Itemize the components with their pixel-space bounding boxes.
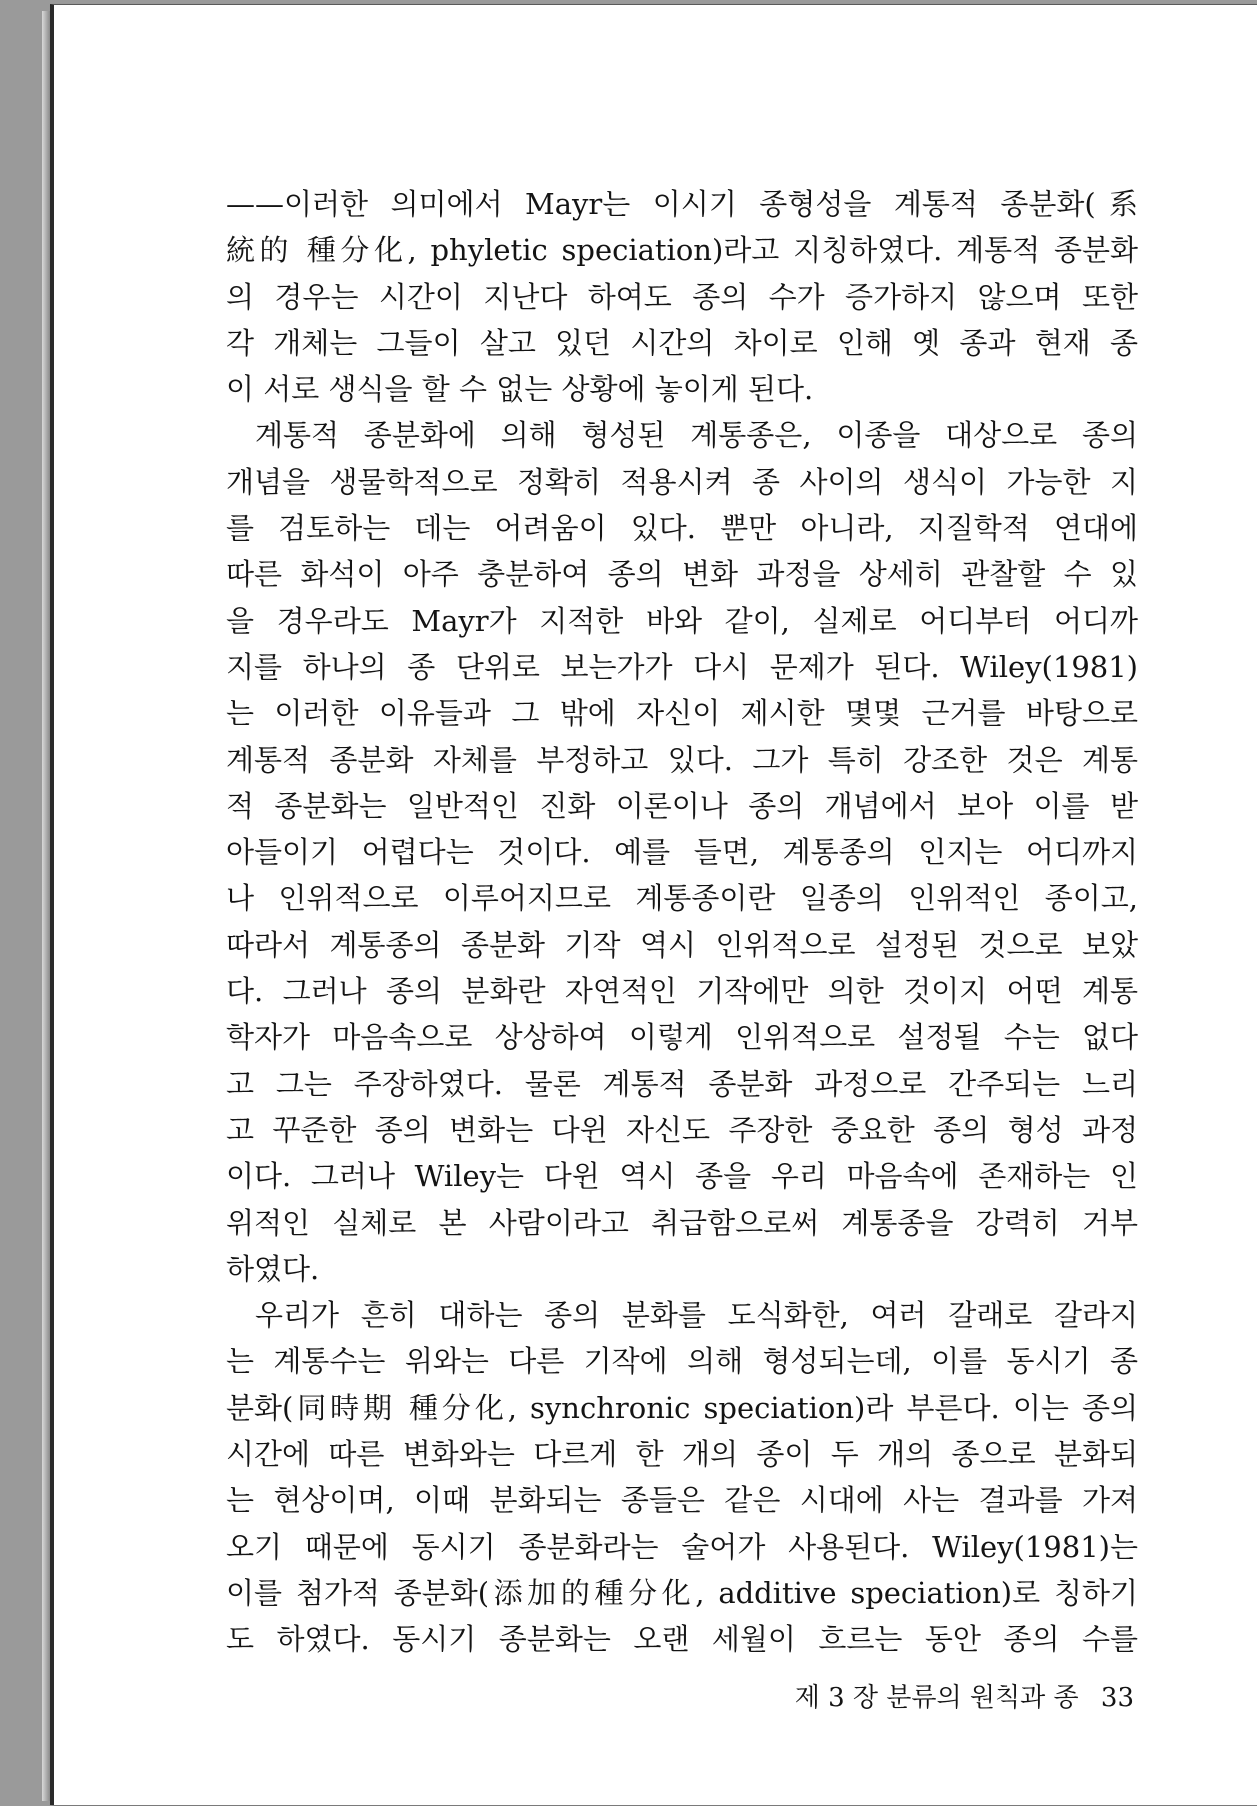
- text-line: 계통적 종분화 자체를 부정하고 있다. 그가 특히 강조한 것은 계통: [226, 742, 1138, 777]
- body-text: [226, 181, 1138, 1663]
- text-line: 나 인위적으로 이루어지므로 계통종이란 일종의 인위적인 종이고,: [226, 881, 1138, 916]
- text-line: 따른 화석이 아주 충분하여 종의 변화 과정을 상세히 관찰할 수 있: [226, 557, 1138, 592]
- page-number: 33: [1100, 1683, 1134, 1713]
- text-line: ——이러한 의미에서 Mayr는 이시기 종형성을 계통적 종분화(系: [226, 187, 1138, 221]
- text-line: 시간에 따른 변화와는 다르게 한 개의 종이 두 개의 종으로 분화되: [226, 1437, 1138, 1472]
- running-footer-chapter: 제 3 장 분류의 원칙과 종: [794, 1683, 1079, 1713]
- text-line: 을 경우라도 Mayr가 지적한 바와 같이, 실제로 어디부터 어디까: [226, 603, 1138, 638]
- text-line: 다. 그러나 종의 분화란 자연적인 기작에만 의한 것이지 어떤 계통: [226, 974, 1138, 1009]
- text-line: 학자가 마음속으로 상상하여 이렇게 인위적으로 설정될 수는 없다: [226, 1020, 1138, 1055]
- text-line: 지를 하나의 종 단위로 보는가가 다시 문제가 된다. Wiley(1981): [226, 649, 1138, 684]
- text-line: 를 검토하는 데는 어려움이 있다. 뿐만 아니라, 지질학적 연대에: [226, 511, 1138, 546]
- text-line: 적 종분화는 일반적인 진화 이론이나 종의 개념에서 보아 이를 받: [226, 788, 1138, 823]
- text-line: 따라서 계통종의 종분화 기작 역시 인위적으로 설정된 것으로 보았: [226, 927, 1138, 962]
- text-line: 이 서로 생식을 할 수 없는 상황에 놓이게 된다.: [226, 372, 814, 407]
- text-line: 위적인 실체로 본 사람이라고 취급함으로써 계통종을 강력히 거부: [226, 1205, 1138, 1240]
- text-line: 분화(同時期 種分化, synchronic speciation)라 부른다. 이는 종의: [226, 1390, 1138, 1425]
- text-line: 의 경우는 시간이 지난다 하여도 종의 수가 증가하지 않으며 또한: [226, 279, 1138, 314]
- text-line: 오기 때문에 동시기 종분화라는 술어가 사용된다. Wiley(1981)는: [226, 1529, 1138, 1564]
- text-line: 이를 첨가적 종분화(添加的種分化, additive speciation)로 칭하기: [226, 1575, 1138, 1610]
- text-line: 도 하였다. 동시기 종분화는 오랜 세월이 흐르는 동안 종의 수를: [226, 1622, 1138, 1657]
- text-line: 는 이러한 이유들과 그 밖에 자신이 제시한 몇몇 근거를 바탕으로: [226, 696, 1138, 731]
- text-line: 우리가 흔히 대하는 종의 분화를 도식화한, 여러 갈래로 갈라지: [255, 1298, 1138, 1333]
- text-line: 계통적 종분화에 의해 형성된 계통종은, 이종을 대상으로 종의: [255, 418, 1138, 453]
- text-line: 하였다.: [226, 1251, 320, 1286]
- text-line: 統的 種分化, phyletic speciation)라고 지칭하였다. 계통적 종분화: [226, 233, 1138, 268]
- text-line: 는 현상이며, 이때 분화되는 종들은 같은 시대에 사는 결과를 가져: [226, 1483, 1138, 1518]
- text-line: 는 계통수는 위와는 다른 기작에 의해 형성되는데, 이를 동시기 종: [226, 1344, 1138, 1379]
- text-line: 고 꾸준한 종의 변화는 다윈 자신도 주장한 중요한 종의 형성 과정: [226, 1112, 1138, 1147]
- book-page: [50, 4, 1257, 1805]
- text-line: 고 그는 주장하였다. 물론 계통적 종분화 과정으로 간주되는 느리: [226, 1066, 1138, 1101]
- text-line: 각 개체는 그들이 살고 있던 시간의 차이로 인해 옛 종과 현재 종: [226, 325, 1138, 360]
- text-line: 이다. 그러나 Wiley는 다윈 역시 종을 우리 마음속에 존재하는 인: [226, 1159, 1138, 1194]
- text-line: 아들이기 어렵다는 것이다. 예를 들면, 계통종의 인지는 어디까지: [226, 835, 1138, 870]
- page-footer: [704, 1677, 1134, 1717]
- text-line: 개념을 생물학적으로 정확히 적용시켜 종 사이의 생식이 가능한 지: [226, 464, 1138, 499]
